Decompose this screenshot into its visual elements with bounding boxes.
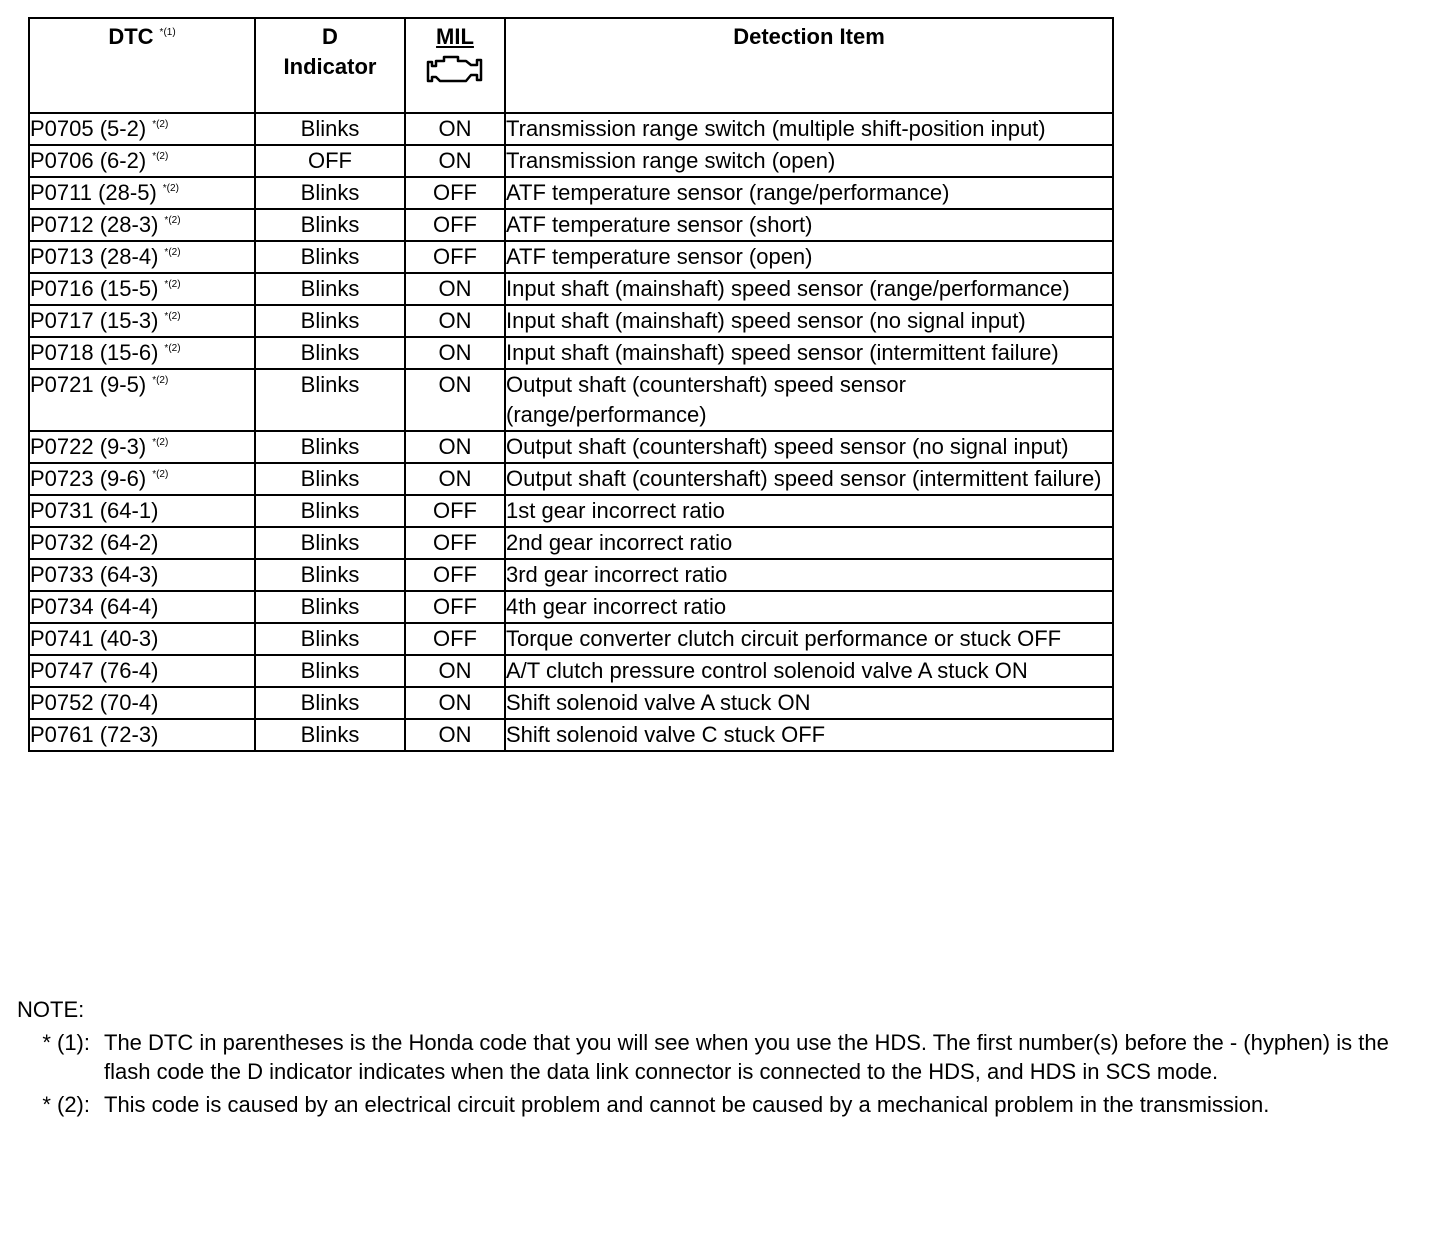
table-row	[29, 369, 1113, 431]
note-section	[17, 995, 1397, 1123]
dtc-note: *(2)	[164, 311, 181, 322]
cell-d-indicator: Blinks	[255, 623, 405, 655]
cell-detection-item: Shift solenoid valve A stuck ON	[505, 687, 1113, 719]
cell-detection-item: 4th gear incorrect ratio	[505, 591, 1113, 623]
cell-dtc	[29, 495, 255, 527]
table-row	[29, 431, 1113, 463]
table-row	[29, 527, 1113, 559]
cell-detection-item: ATF temperature sensor (open)	[505, 241, 1113, 273]
table-row	[29, 273, 1113, 305]
dtc-code: P0711 (28-5)	[30, 180, 157, 205]
dtc-code: P0733 (64-3)	[30, 562, 159, 587]
table-row	[29, 209, 1113, 241]
cell-d-indicator: Blinks	[255, 591, 405, 623]
dtc-code: P0718 (15-6)	[30, 340, 159, 365]
cell-dtc	[29, 113, 255, 145]
header-dtc-note: *(1)	[159, 27, 176, 38]
cell-d-indicator: Blinks	[255, 177, 405, 209]
dtc-code: P0731 (64-1)	[30, 498, 159, 523]
table-row	[29, 177, 1113, 209]
dtc-code: P0747 (76-4)	[30, 658, 159, 683]
cell-detection-item: A/T clutch pressure control solenoid valve A stuck ON	[505, 655, 1113, 687]
cell-detection-item: Output shaft (countershaft) speed sensor (intermittent failure)	[505, 463, 1113, 495]
table-row	[29, 623, 1113, 655]
table-row	[29, 559, 1113, 591]
cell-dtc	[29, 337, 255, 369]
cell-detection-item: Transmission range switch (open)	[505, 145, 1113, 177]
cell-detection-item: 3rd gear incorrect ratio	[505, 559, 1113, 591]
cell-dtc	[29, 719, 255, 751]
cell-d-indicator: Blinks	[255, 559, 405, 591]
table-header-row	[29, 18, 1113, 113]
table-row	[29, 463, 1113, 495]
cell-detection-item: 2nd gear incorrect ratio	[505, 527, 1113, 559]
dtc-code: P0732 (64-2)	[30, 530, 159, 555]
dtc-note: *(2)	[164, 215, 181, 226]
cell-dtc	[29, 273, 255, 305]
cell-dtc	[29, 177, 255, 209]
cell-detection-item: ATF temperature sensor (short)	[505, 209, 1113, 241]
cell-mil: OFF	[405, 559, 505, 591]
cell-d-indicator: Blinks	[255, 655, 405, 687]
cell-mil: ON	[405, 273, 505, 305]
cell-mil: ON	[405, 463, 505, 495]
cell-d-indicator: Blinks	[255, 305, 405, 337]
table-row	[29, 719, 1113, 751]
cell-mil: ON	[405, 431, 505, 463]
table-row	[29, 495, 1113, 527]
cell-mil: OFF	[405, 591, 505, 623]
cell-dtc	[29, 623, 255, 655]
cell-d-indicator: Blinks	[255, 687, 405, 719]
cell-detection-item: ATF temperature sensor (range/performance)	[505, 177, 1113, 209]
cell-mil: OFF	[405, 623, 505, 655]
dtc-code: P0752 (70-4)	[30, 690, 159, 715]
dtc-code: P0705 (5-2)	[30, 116, 147, 141]
dtc-note: *(2)	[152, 469, 169, 480]
cell-d-indicator: Blinks	[255, 209, 405, 241]
cell-detection-item: Output shaft (countershaft) speed sensor (range/performance)	[505, 369, 1113, 431]
cell-d-indicator: Blinks	[255, 431, 405, 463]
table-row	[29, 113, 1113, 145]
cell-d-indicator: Blinks	[255, 719, 405, 751]
cell-dtc	[29, 655, 255, 687]
dtc-note: *(2)	[152, 119, 169, 130]
cell-mil: OFF	[405, 241, 505, 273]
engine-check-icon	[424, 52, 486, 86]
cell-dtc	[29, 527, 255, 559]
dtc-note: *(2)	[152, 151, 169, 162]
cell-d-indicator: Blinks	[255, 113, 405, 145]
cell-d-indicator: OFF	[255, 145, 405, 177]
table-row	[29, 337, 1113, 369]
cell-detection-item: Transmission range switch (multiple shift-position input)	[505, 113, 1113, 145]
cell-d-indicator: Blinks	[255, 369, 405, 431]
cell-mil: OFF	[405, 209, 505, 241]
dtc-code: P0741 (40-3)	[30, 626, 159, 651]
dtc-code: P0713 (28-4)	[30, 244, 159, 269]
cell-mil: OFF	[405, 495, 505, 527]
cell-mil: ON	[405, 337, 505, 369]
dtc-note: *(2)	[152, 437, 169, 448]
dtc-note: *(2)	[162, 183, 179, 194]
cell-detection-item: Input shaft (mainshaft) speed sensor (no signal input)	[505, 305, 1113, 337]
dtc-code: P0716 (15-5)	[30, 276, 159, 301]
cell-d-indicator: Blinks	[255, 463, 405, 495]
note-heading: NOTE:	[17, 997, 85, 1022]
cell-dtc	[29, 591, 255, 623]
footnote-1	[17, 1028, 1397, 1086]
footnote-2-mark: * (2):	[42, 1092, 90, 1117]
header-mil: MIL	[405, 18, 505, 113]
cell-d-indicator: Blinks	[255, 273, 405, 305]
header-dtc: DTC $^{*(1)}$	[29, 18, 255, 113]
cell-detection-item: Shift solenoid valve C stuck OFF	[505, 719, 1113, 751]
cell-dtc	[29, 559, 255, 591]
table-row	[29, 145, 1113, 177]
cell-mil: ON	[405, 145, 505, 177]
cell-mil: ON	[405, 655, 505, 687]
cell-mil: ON	[405, 687, 505, 719]
dtc-code: P0706 (6-2)	[30, 148, 147, 173]
dtc-code: P0717 (15-3)	[30, 308, 159, 333]
cell-d-indicator: Blinks	[255, 337, 405, 369]
cell-dtc	[29, 431, 255, 463]
dtc-table	[28, 17, 1114, 752]
dtc-code: P0721 (9-5)	[30, 372, 147, 397]
dtc-code: P0761 (72-3)	[30, 722, 159, 747]
cell-mil: ON	[405, 369, 505, 431]
table-row	[29, 305, 1113, 337]
footnote-1-text: The DTC in parentheses is the Honda code that you will see when you use the HDS. The first number(s) before the - (hyphen) is the flash code the D indicator indicates when the data link connector is connected to the HDS, and HDS in SCS mode.	[104, 1030, 1389, 1084]
cell-detection-item: Input shaft (mainshaft) speed sensor (intermittent failure)	[505, 337, 1113, 369]
cell-dtc	[29, 241, 255, 273]
footnote-2-text: This code is caused by an electrical circuit problem and cannot be caused by a mechanical problem in the transmission.	[104, 1092, 1270, 1117]
table-row	[29, 687, 1113, 719]
cell-mil: ON	[405, 305, 505, 337]
cell-dtc	[29, 209, 255, 241]
cell-dtc	[29, 305, 255, 337]
dtc-code: P0712 (28-3)	[30, 212, 159, 237]
cell-d-indicator: Blinks	[255, 241, 405, 273]
dtc-note: *(2)	[164, 343, 181, 354]
cell-d-indicator: Blinks	[255, 527, 405, 559]
cell-detection-item: 1st gear incorrect ratio	[505, 495, 1113, 527]
cell-d-indicator: Blinks	[255, 495, 405, 527]
footnote-2	[17, 1090, 1397, 1119]
cell-dtc	[29, 463, 255, 495]
cell-dtc	[29, 687, 255, 719]
dtc-note: *(2)	[164, 279, 181, 290]
cell-mil: ON	[405, 113, 505, 145]
cell-dtc	[29, 369, 255, 431]
table-row	[29, 655, 1113, 687]
header-detection-item: Detection Item	[505, 18, 1113, 113]
cell-detection-item: Output shaft (countershaft) speed sensor (no signal input)	[505, 431, 1113, 463]
dtc-code: P0723 (9-6)	[30, 466, 147, 491]
cell-mil: OFF	[405, 177, 505, 209]
cell-mil: OFF	[405, 527, 505, 559]
footnote-1-mark: * (1):	[42, 1030, 90, 1055]
dtc-note: *(2)	[164, 247, 181, 258]
cell-mil: ON	[405, 719, 505, 751]
table-row	[29, 241, 1113, 273]
header-d-indicator: D Indicator	[255, 18, 405, 113]
cell-detection-item: Input shaft (mainshaft) speed sensor (range/performance)	[505, 273, 1113, 305]
dtc-code: P0722 (9-3)	[30, 434, 147, 459]
table-row	[29, 591, 1113, 623]
dtc-note: *(2)	[152, 375, 169, 386]
cell-detection-item: Torque converter clutch circuit performance or stuck OFF	[505, 623, 1113, 655]
dtc-code: P0734 (64-4)	[30, 594, 159, 619]
cell-dtc	[29, 145, 255, 177]
